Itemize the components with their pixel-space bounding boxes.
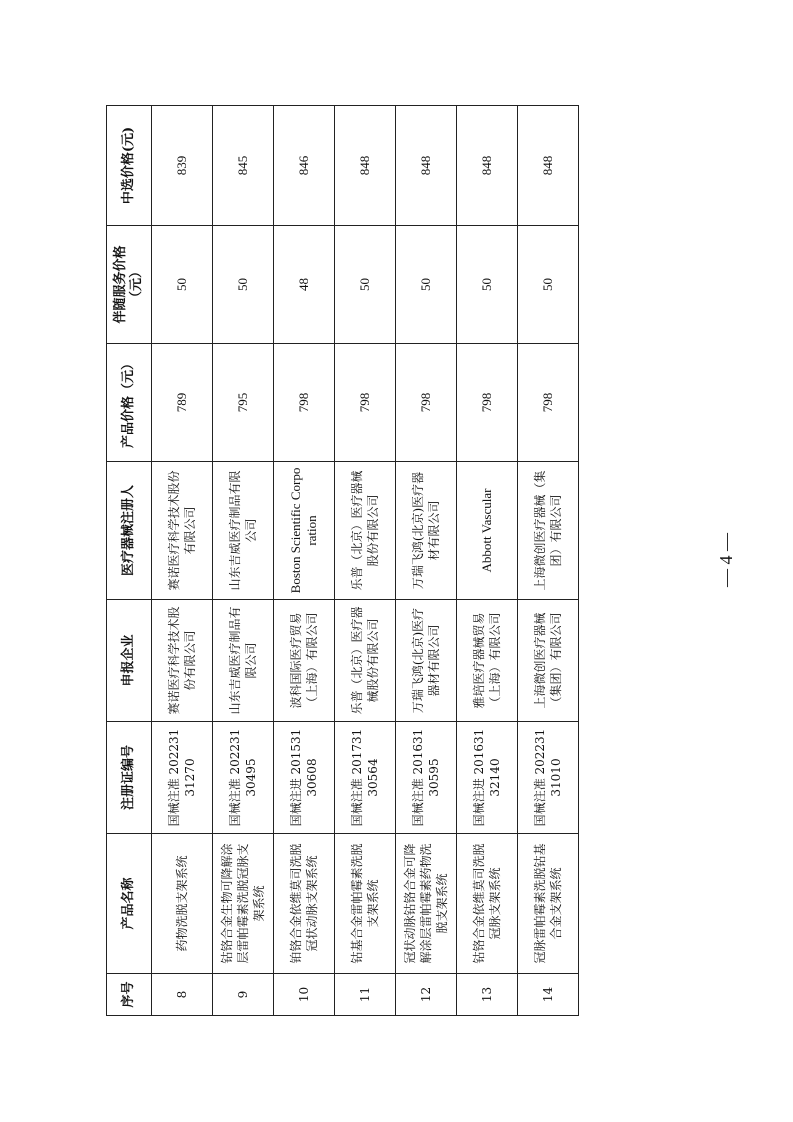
cell-registration-number: 国械注进 20153130608	[274, 722, 335, 834]
cell-seq: 9	[213, 974, 274, 1016]
bid-result-table	[106, 105, 579, 1016]
cell-selected-price: 839	[152, 106, 213, 226]
cell-product-name: 铂铬合金依维莫司洗脱冠状动脉支架系统	[274, 834, 335, 974]
cell-service-price: 48	[274, 226, 335, 344]
cell-seq: 12	[396, 974, 457, 1016]
cell-product-price: 798	[335, 344, 396, 462]
cell-applicant: 上海微创医疗器械（集团）有限公司	[518, 600, 579, 722]
cell-product-price: 798	[396, 344, 457, 462]
header-product-price: 产品价格（元）	[107, 344, 152, 462]
cell-registrant: 赛诺医疗科学技术股份有限公司	[152, 462, 213, 600]
cell-seq: 11	[335, 974, 396, 1016]
table-row	[457, 106, 518, 1016]
cell-registration-number: 国械注准 20163130595	[396, 722, 457, 834]
cell-product-price: 798	[274, 344, 335, 462]
cell-registrant: Boston Scientific Corporation	[274, 462, 335, 600]
header-selected-price: 中选价格(元)	[107, 106, 152, 226]
header-registration-number: 注册证编号	[107, 722, 152, 834]
cell-applicant: 波科国际医疗贸易（上海）有限公司	[274, 600, 335, 722]
cell-seq: 14	[518, 974, 579, 1016]
cell-registrant: 万瑞飞鸿(北京)医疗器材有限公司	[396, 462, 457, 600]
cell-registration-number: 国械注准 20223131010	[518, 722, 579, 834]
cell-applicant: 赛诺医疗科学技术股份有限公司	[152, 600, 213, 722]
cell-registration-number: 国械注准 20223131270	[152, 722, 213, 834]
cell-selected-price: 848	[518, 106, 579, 226]
page-number: — 4 —	[715, 533, 736, 587]
cell-product-price: 789	[152, 344, 213, 462]
cell-service-price: 50	[518, 226, 579, 344]
table-row	[274, 106, 335, 1016]
cell-registrant: Abbott Vascular	[457, 462, 518, 600]
cell-product-name: 钴铬合金依维莫司洗脱冠脉支架系统	[457, 834, 518, 974]
cell-product-name: 冠状动脉钴铬合金可降解涂层雷帕霉素药物洗脱支架系统	[396, 834, 457, 974]
cell-product-price: 795	[213, 344, 274, 462]
cell-service-price: 50	[396, 226, 457, 344]
cell-applicant: 乐普（北京）医疗器械股份有限公司	[335, 600, 396, 722]
cell-service-price: 50	[213, 226, 274, 344]
cell-registrant: 上海微创医疗器械（集团）有限公司	[518, 462, 579, 600]
cell-seq: 13	[457, 974, 518, 1016]
header-applicant: 申报企业	[107, 600, 152, 722]
header-service-price: 伴随服务价格（元）	[107, 226, 152, 344]
cell-selected-price: 848	[457, 106, 518, 226]
cell-product-name: 药物洗脱支架系统	[152, 834, 213, 974]
table-header-row	[107, 106, 152, 1016]
cell-product-name: 钴铬合金生物可降解涂层雷帕霉素洗脱冠脉支架系统	[213, 834, 274, 974]
cell-registration-number: 国械注进 20163132140	[457, 722, 518, 834]
table-row	[213, 106, 274, 1016]
cell-registrant: 山东吉威医疗制品有限公司	[213, 462, 274, 600]
cell-applicant: 万瑞飞鸿(北京)医疗器材有限公司	[396, 600, 457, 722]
cell-product-price: 798	[457, 344, 518, 462]
table-row	[518, 106, 579, 1016]
cell-registration-number: 国械注准 20223130495	[213, 722, 274, 834]
cell-selected-price: 848	[335, 106, 396, 226]
table-row	[335, 106, 396, 1016]
cell-applicant: 山东吉威医疗制品有限公司	[213, 600, 274, 722]
cell-service-price: 50	[335, 226, 396, 344]
cell-selected-price: 845	[213, 106, 274, 226]
cell-registrant: 乐普（北京）医疗器械股份有限公司	[335, 462, 396, 600]
table-row	[396, 106, 457, 1016]
cell-selected-price: 848	[396, 106, 457, 226]
cell-product-name: 钴基合金雷帕霉素洗脱支架系统	[335, 834, 396, 974]
header-seq: 序号	[107, 974, 152, 1016]
cell-service-price: 50	[152, 226, 213, 344]
cell-selected-price: 846	[274, 106, 335, 226]
cell-product-price: 798	[518, 344, 579, 462]
table-row	[152, 106, 213, 1016]
cell-service-price: 50	[457, 226, 518, 344]
cell-product-name: 冠脉雷帕霉素洗脱钴基合金支架系统	[518, 834, 579, 974]
header-registrant: 医疗器械注册人	[107, 462, 152, 600]
rotated-table-wrapper	[106, 106, 563, 1016]
cell-registration-number: 国械注准 20173130564	[335, 722, 396, 834]
cell-applicant: 雅培医疗器械贸易（上海）有限公司	[457, 600, 518, 722]
cell-seq: 10	[274, 974, 335, 1016]
cell-seq: 8	[152, 974, 213, 1016]
header-product-name: 产品名称	[107, 834, 152, 974]
